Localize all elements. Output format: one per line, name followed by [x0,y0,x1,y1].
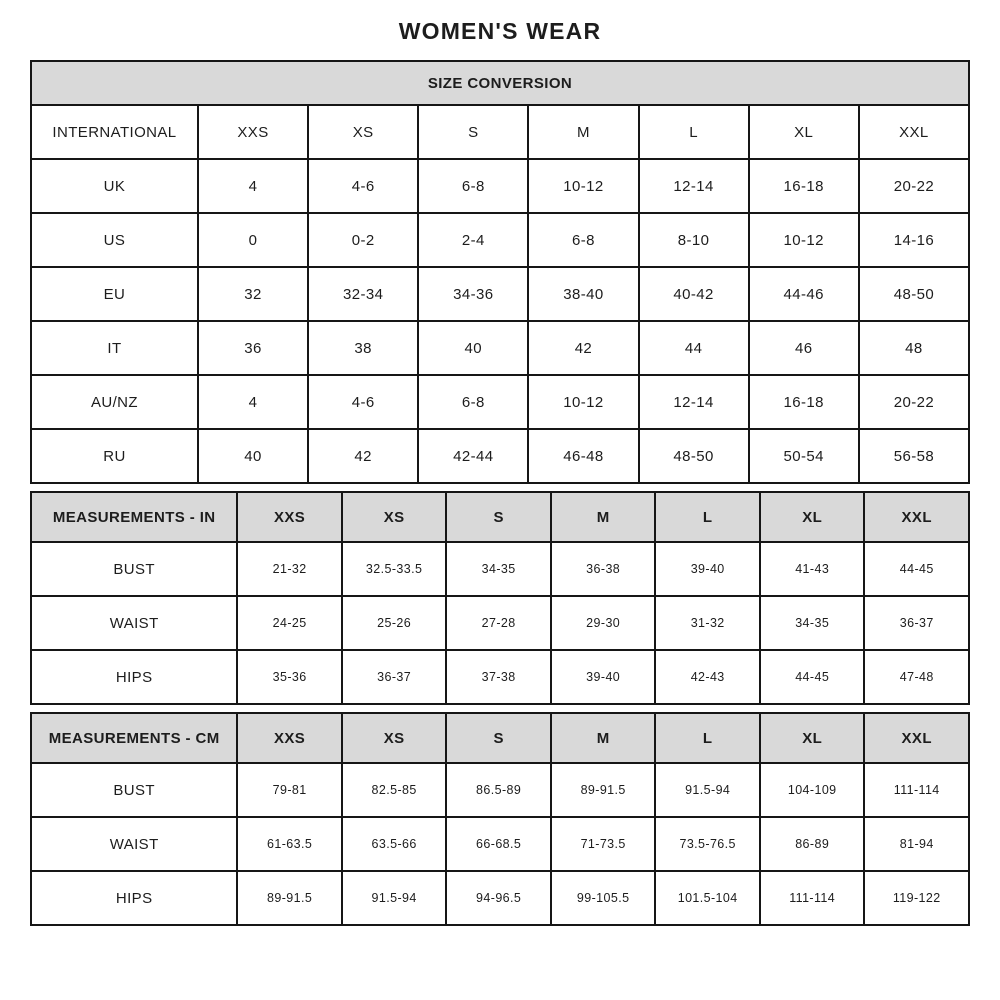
size-col-header: XXL [859,105,969,159]
cell-value: 6-8 [528,213,638,267]
cell-value: 36-37 [864,596,969,650]
cell-value: 44-46 [749,267,859,321]
cell-value: 27-28 [446,596,551,650]
cell-value: 86-89 [760,817,865,871]
size-header-row [31,713,969,763]
size-header-row [31,492,969,542]
size-col-header: XL [760,713,865,763]
cell-value: 86.5-89 [446,763,551,817]
cell-value: 81-94 [864,817,969,871]
cell-value: 14-16 [859,213,969,267]
row-label: HIPS [31,871,237,925]
size-col-header: S [446,492,551,542]
cell-value: 8-10 [639,213,749,267]
size-col-header: L [639,105,749,159]
cell-value: 34-35 [446,542,551,596]
row-label: WAIST [31,817,237,871]
table-header-measurements-cm: MEASUREMENTS - CM [31,713,237,763]
cell-value: 21-32 [237,542,342,596]
cell-value: 71-73.5 [551,817,656,871]
cell-value: 34-35 [760,596,865,650]
row-label: EU [31,267,198,321]
size-col-header: XXL [864,492,969,542]
cell-value: 12-14 [639,375,749,429]
cell-value: 34-36 [418,267,528,321]
cell-value: 6-8 [418,375,528,429]
size-col-header: XS [308,105,418,159]
cell-value: 2-4 [418,213,528,267]
cell-value: 4 [198,159,308,213]
cell-value: 40-42 [639,267,749,321]
cell-value: 61-63.5 [237,817,342,871]
cell-value: 0 [198,213,308,267]
cell-value: 89-91.5 [237,871,342,925]
size-col-header: S [418,105,528,159]
cell-value: 111-114 [760,871,865,925]
table-header-measurements-in: MEASUREMENTS - IN [31,492,237,542]
cell-value: 42 [308,429,418,483]
cell-value: 31-32 [655,596,760,650]
cell-value: 48 [859,321,969,375]
cell-value: 41-43 [760,542,865,596]
cell-value: 47-48 [864,650,969,704]
cell-value: 44 [639,321,749,375]
cell-value: 37-38 [446,650,551,704]
cell-value: 10-12 [528,159,638,213]
row-label: UK [31,159,198,213]
cell-value: 32 [198,267,308,321]
cell-value: 40 [418,321,528,375]
size-col-header: M [551,492,656,542]
cell-value: 32-34 [308,267,418,321]
cell-value: 101.5-104 [655,871,760,925]
cell-value: 63.5-66 [342,817,447,871]
cell-value: 73.5-76.5 [655,817,760,871]
cell-value: 10-12 [528,375,638,429]
cell-value: 44-45 [864,542,969,596]
cell-value: 16-18 [749,159,859,213]
size-header-row [31,105,969,159]
cell-value: 50-54 [749,429,859,483]
size-col-header: M [551,713,656,763]
cell-value: 82.5-85 [342,763,447,817]
page-title: WOMEN'S WEAR [398,18,602,44]
size-col-header: S [446,713,551,763]
row-label: WAIST [31,596,237,650]
size-col-header: XS [342,713,447,763]
row-label: IT [31,321,198,375]
cell-value: 66-68.5 [446,817,551,871]
cell-value: 20-22 [859,375,969,429]
cell-value: 32.5-33.5 [342,542,447,596]
size-col-header: XXL [864,713,969,763]
size-col-header: XXS [237,492,342,542]
cell-value: 12-14 [639,159,749,213]
cell-value: 42 [528,321,638,375]
row-label: AU/NZ [31,375,198,429]
row-label: RU [31,429,198,483]
cell-value: 91.5-94 [655,763,760,817]
row-label: HIPS [31,650,237,704]
size-col-header: L [655,713,760,763]
cell-value: 4 [198,375,308,429]
cell-value: 99-105.5 [551,871,656,925]
table-row [31,213,969,267]
cell-value: 79-81 [237,763,342,817]
size-col-header: XXS [198,105,308,159]
cell-value: 104-109 [760,763,865,817]
cell-value: 89-91.5 [551,763,656,817]
table-row [31,763,969,817]
cell-value: 40 [198,429,308,483]
cell-value: 56-58 [859,429,969,483]
cell-value: 36-38 [551,542,656,596]
cell-value: 24-25 [237,596,342,650]
cell-value: 44-45 [760,650,865,704]
table-row [31,871,969,925]
row-label-international: INTERNATIONAL [31,105,198,159]
cell-value: 10-12 [749,213,859,267]
cell-value: 4-6 [308,375,418,429]
cell-value: 91.5-94 [342,871,447,925]
cell-value: 119-122 [864,871,969,925]
cell-value: 6-8 [418,159,528,213]
cell-value: 42-44 [418,429,528,483]
size-col-header: XL [760,492,865,542]
size-col-header: M [528,105,638,159]
table-row [31,542,969,596]
cell-value: 4-6 [308,159,418,213]
table-row [31,596,969,650]
measurements-cm-table [30,712,970,926]
cell-value: 36-37 [342,650,447,704]
cell-value: 25-26 [342,596,447,650]
cell-value: 29-30 [551,596,656,650]
table-row [31,375,969,429]
table-row [31,650,969,704]
table-row [31,321,969,375]
cell-value: 46-48 [528,429,638,483]
row-label: BUST [31,542,237,596]
cell-value: 38 [308,321,418,375]
cell-value: 39-40 [655,542,760,596]
cell-value: 48-50 [859,267,969,321]
table-row [31,159,969,213]
cell-value: 35-36 [237,650,342,704]
size-col-header: XS [342,492,447,542]
cell-value: 20-22 [859,159,969,213]
cell-value: 46 [749,321,859,375]
cell-value: 38-40 [528,267,638,321]
cell-value: 42-43 [655,650,760,704]
cell-value: 0-2 [308,213,418,267]
table-row [31,817,969,871]
size-col-header: XL [749,105,859,159]
table-row [31,61,969,105]
size-conversion-header: SIZE CONVERSION [31,61,969,105]
size-col-header: XXS [237,713,342,763]
table-row [31,429,969,483]
cell-value: 48-50 [639,429,749,483]
size-col-header: L [655,492,760,542]
measurements-in-table [30,491,970,705]
cell-value: 94-96.5 [446,871,551,925]
cell-value: 16-18 [749,375,859,429]
row-label: BUST [31,763,237,817]
cell-value: 111-114 [864,763,969,817]
cell-value: 39-40 [551,650,656,704]
row-label: US [31,213,198,267]
cell-value: 36 [198,321,308,375]
table-row [31,267,969,321]
size-conversion-table [30,60,970,484]
